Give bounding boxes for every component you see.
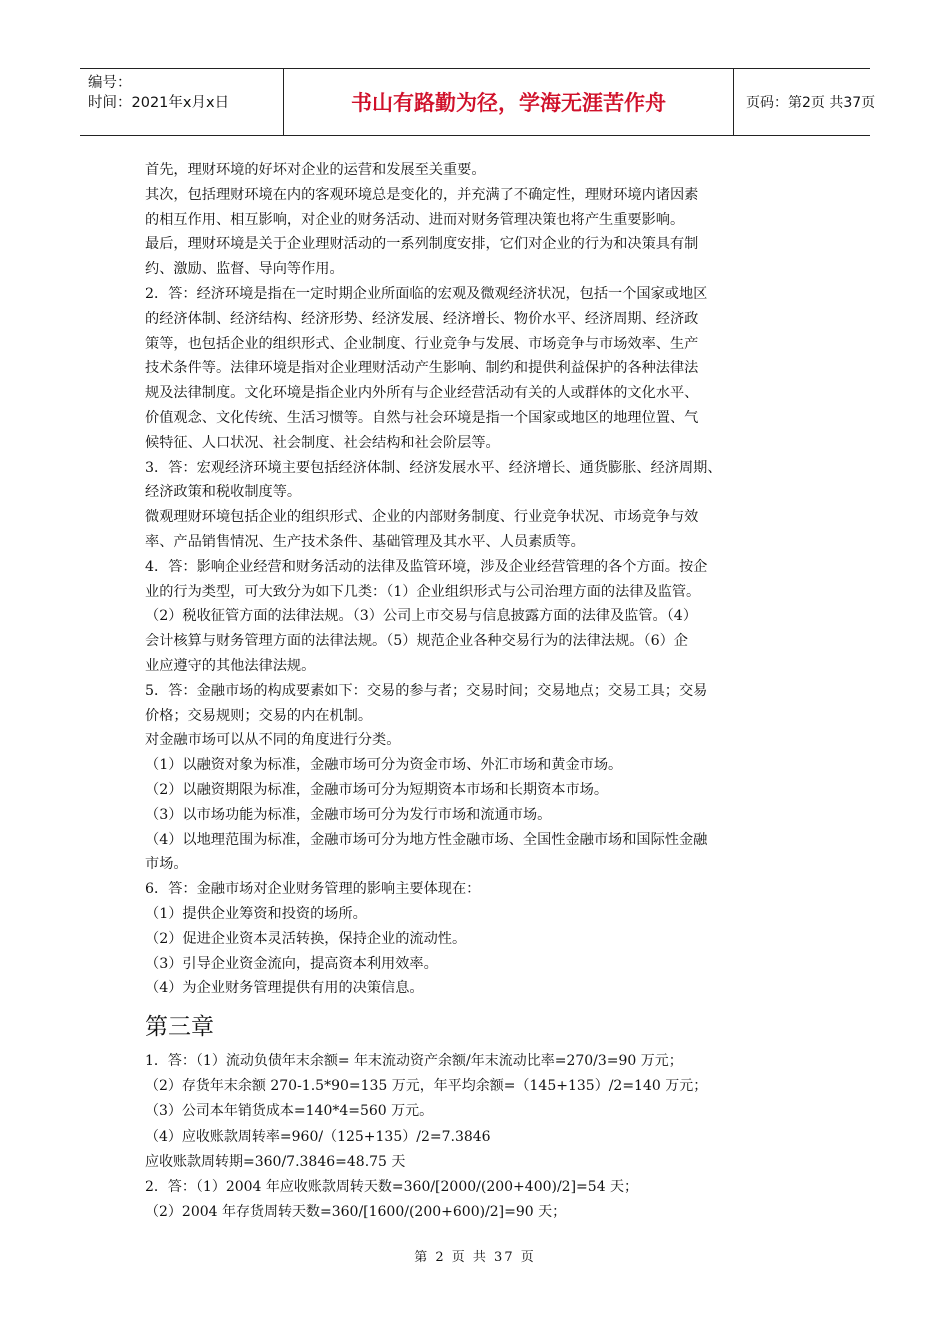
text-line: 最后，理财环境是关于企业理财活动的一系列制度安排，它们对企业的行为和决策具有制 [145, 236, 699, 253]
text-line: （2）存货年末余额 270-1.5*90=135 万元，年平均余额=（145+135）/2=140 万元； [145, 1078, 708, 1095]
text-line: 2．答：（1）2004 年应收账款周转天数=360/[2000/(200+400)/2]=54 天； [145, 1179, 639, 1196]
text-line: 4．答：影响企业经营和财务活动的法律及监管环境，涉及企业经营管理的各个方面。按企 [145, 558, 708, 575]
page-header [80, 68, 876, 136]
text-line: 规及法律制度。文化环境是指企业内外所有与企业经营活动有关的人或群体的文化水平、 [145, 385, 699, 402]
text-line: 首先，理财环境的好坏对企业的运营和发展至关重要。 [145, 162, 486, 178]
text-line: 策等，也包括企业的组织形式、企业制度、行业竞争与发展、市场竞争与市场效率、生产 [145, 335, 699, 352]
text-line: （2）促进企业资本灵活转换，保持企业的流动性。 [145, 930, 467, 947]
chapter-text [145, 1049, 815, 1225]
text-line: 应收账款周转期=360/7.3846=48.75 天 [145, 1153, 406, 1170]
text-line: 率、产品销售情况、生产技术条件、基础管理及其水平、人员素质等。 [145, 533, 585, 550]
header-page-info: 页码：第2页 共37页 [746, 95, 876, 111]
text-line: （3）引导企业资金流向，提高资本利用效率。 [145, 955, 438, 972]
text-line: 业应遵守的其他法律法规。 [145, 657, 316, 674]
text-line: 3．答：宏观经济环境主要包括经济体制、经济发展水平、经济增长、通货膨胀、经济周期、 [145, 459, 722, 476]
text-line: （2）以融资期限为标准，金融市场可分为短期资本市场和长期资本市场。 [145, 781, 609, 798]
text-line: （1）以融资对象为标准，金融市场可分为资金市场、外汇市场和黄金市场。 [145, 757, 623, 774]
text-line: （2）2004 年存货周转天数=360/[1600/(200+600)/2]=90 天； [145, 1204, 567, 1221]
text-line: 候特征、人口状况、社会制度、社会结构和社会阶层等。 [145, 434, 500, 451]
text-line: 业的行为类型，可大致分为如下几类：（1）企业组织形式与公司治理方面的法律及监管。 [145, 583, 701, 600]
header-motto: 书山有路勤为径，学海无涯苦作舟 [284, 69, 734, 135]
body-text [145, 158, 815, 1001]
document-body [145, 158, 815, 1225]
text-line: 技术条件等。法律环境是指对企业理财活动产生影响、制约和提供利益保护的各种法律法 [145, 360, 699, 377]
text-line: （4）为企业财务管理提供有用的决策信息。 [145, 980, 424, 997]
text-line: 2．答：经济环境是指在一定时期企业所面临的宏观及微观经济状况，包括一个国家或地区 [145, 285, 708, 302]
header-meta [80, 69, 284, 135]
text-line: （2）税收征管方面的法律法规。（3）公司上市交易与信息披露方面的法律及监管。（4） [145, 608, 698, 625]
text-line: （4）应收账款周转率=960/（125+135）/2=7.3846 [145, 1128, 491, 1145]
text-line: 微观理财环境包括企业的组织形式、企业的内部财务制度、行业竞争状况、市场竞争与效 [145, 509, 699, 526]
text-line: （1）提供企业筹资和投资的场所。 [145, 905, 367, 922]
document-number-label: 编号： [88, 75, 132, 91]
text-line: 6．答：金融市场对企业财务管理的影响主要体现在： [145, 881, 481, 898]
text-line: 其次，包括理财环境在内的客观环境总是变化的，并充满了不确定性，理财环境内诸因素 [145, 186, 699, 203]
text-line: 约、激励、监督、导向等作用。 [145, 261, 344, 278]
text-line: 价值观念、文化传统、生活习惯等。自然与社会环境是指一个国家或地区的地理位置、气 [145, 409, 699, 426]
text-line: 对金融市场可以从不同的角度进行分类。 [145, 732, 401, 749]
text-line: 5．答：金融市场的构成要素如下：交易的参与者；交易时间；交易地点；交易工具；交易 [145, 682, 708, 699]
text-line: （3）公司本年销货成本=140*4=560 万元。 [145, 1103, 434, 1120]
chapter-title: 第三章 [145, 1014, 214, 1041]
text-line: 1．答：（1）流动负债年末余额= 年末流动资产余额/年末流动比率=270/3=90 万元； [145, 1053, 683, 1070]
text-line: 的经济体制、经济结构、经济形势、经济发展、经济增长、物价水平、经济周期、经济政 [145, 310, 699, 327]
text-line: 经济政策和税收制度等。 [145, 484, 302, 501]
page-footer: 第 2 页 共 37 页 [414, 1250, 536, 1265]
text-line: （4）以地理范围为标准，金融市场可分为地方性金融市场、全国性金融市场和国际性金融 [145, 831, 708, 848]
text-line: 会计核算与财务管理方面的法律法规。（5）规范企业各种交易行为的法律法规。（6）企 [145, 633, 688, 650]
text-line: （3）以市场功能为标准，金融市场可分为发行市场和流通市场。 [145, 806, 552, 823]
text-line: 的相互作用、相互影响，对企业的财务活动、进而对财务管理决策也将产生重要影响。 [145, 211, 685, 228]
text-line: 市场。 [145, 856, 188, 873]
text-line: 价格；交易规则；交易的内在机制。 [145, 707, 373, 724]
document-date-label: 时间：2021年x月x日 [88, 95, 230, 111]
